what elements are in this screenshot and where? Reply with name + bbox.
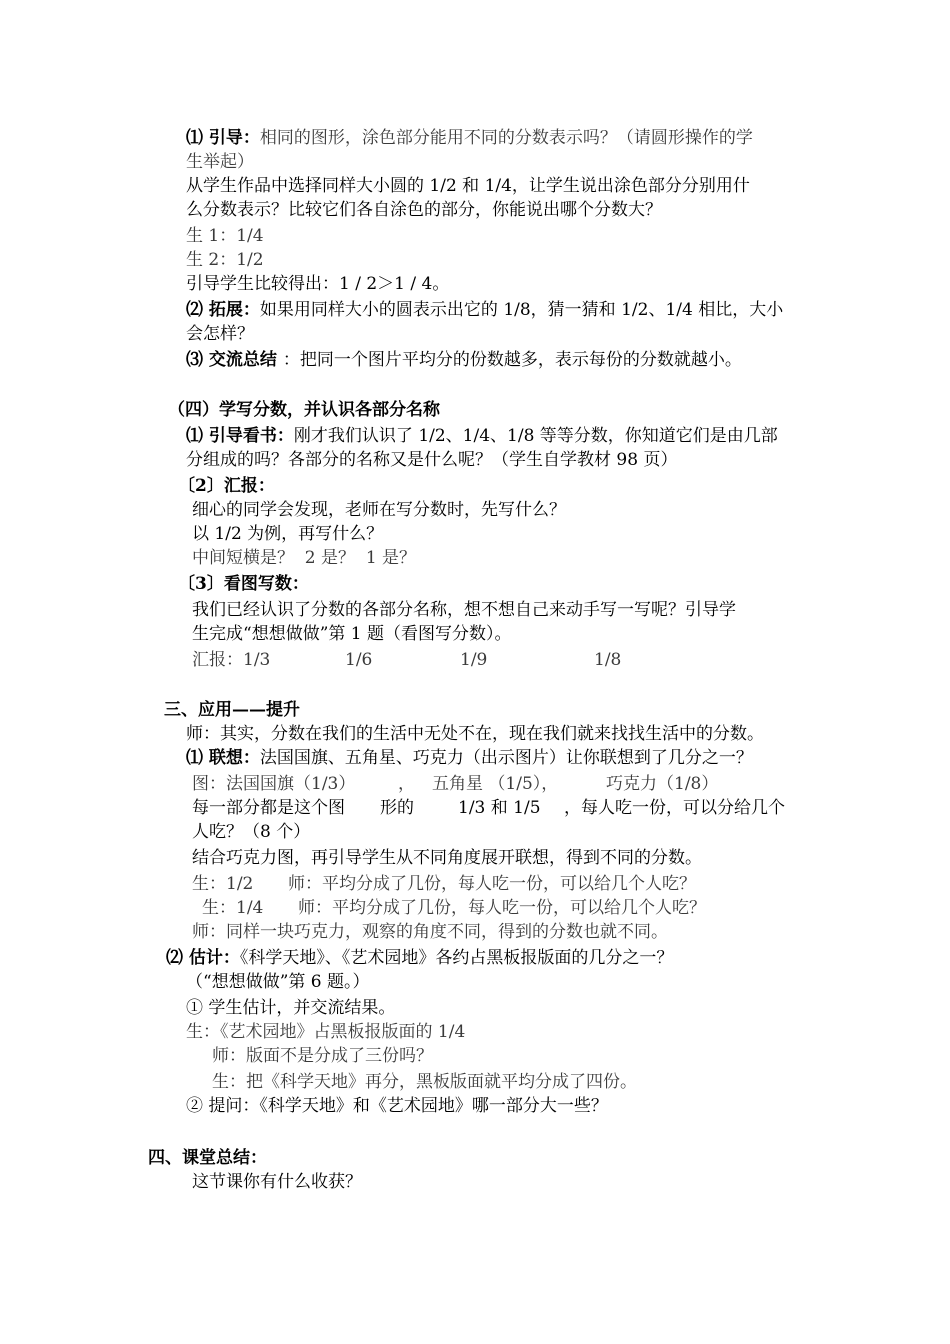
- report-fraction: 1/9: [460, 650, 488, 670]
- estimate-label: ⑵ 估计：: [166, 948, 240, 968]
- paragraph-line: 细心的同学会发现，老师在写分数时，先写什么？: [192, 500, 566, 520]
- read-book-label: ⑴ 引导看书：: [186, 426, 294, 446]
- guide-text: 相同的图形，涂色部分能用不同的分数表示吗？（请圆形操作的学: [259, 128, 753, 148]
- guide-label: ⑴ 引导：: [186, 128, 260, 148]
- paragraph-line: ② 提问：《科学天地》和《艺术园地》哪一部分大一些？: [186, 1096, 608, 1116]
- student-answer: 生 1：1/4: [186, 226, 264, 246]
- student-answer: 生 2：1/2: [186, 250, 264, 270]
- paragraph-line: 么分数表示？比较它们各自涂色的部分，你能说出哪个分数大？: [186, 200, 662, 220]
- subheading-write: 〔3〕看图写数：: [178, 574, 309, 594]
- dialog-line: 师：平均分成了几份，每人吃一份，可以给几个人吃？: [288, 874, 696, 894]
- paragraph-line: （“想想做做”第 6 题。）: [186, 972, 370, 992]
- report-fraction: 汇报：1/3: [192, 650, 271, 670]
- paragraph-line: 每一部分都是这个图: [192, 798, 345, 818]
- dialog-line: 生：把《科学天地》再分，黑板版面就平均分成了四份。: [212, 1072, 637, 1092]
- associate-label: ⑴ 联想：: [186, 748, 260, 768]
- read-book-text: 刚才我们认识了 1/2、1/4、1/8 等等分数，你知道它们是由几部: [293, 426, 778, 446]
- paragraph-line: 生完成“想想做做”第 1 题（看图写分数）。: [192, 624, 512, 644]
- dialog-line: 生：《艺术园地》占黑板报版面的 1/4: [186, 1022, 466, 1042]
- extend-label: ⑵ 拓展：: [186, 300, 260, 320]
- line-extend: [186, 298, 783, 322]
- paragraph-line: 我们已经认识了分数的各部分名称，想不想自己来动手写一写呢？引导学: [192, 600, 736, 620]
- picture-list: 五角星 （1/5），: [432, 774, 559, 794]
- paragraph-line: 师：其实，分数在我们的生活中无处不在，现在我们就来找找生活中的分数。: [186, 724, 764, 744]
- report-fraction: 1/6: [345, 650, 373, 670]
- picture-list: 巧克力（1/8）: [606, 774, 719, 794]
- dialog-line: 生：1/4: [202, 898, 264, 918]
- dialog-line: 师：同样一块巧克力，观察的角度不同，得到的分数也就不同。: [192, 922, 668, 942]
- line-read-book: [186, 424, 778, 448]
- paragraph-line: ① 学生估计，并交流结果。: [186, 998, 396, 1018]
- paragraph-line: 分组成的吗？各部分的名称又是什么呢？（学生自学教材 98 页）: [186, 450, 678, 470]
- paragraph-line: 以 1/2 为例，再写什么？: [192, 524, 384, 544]
- line-associate: [186, 746, 753, 770]
- associate-text: 法国国旗、五角星、巧克力（出示图片）让你联想到了几分之一？: [259, 748, 753, 768]
- extend-text: 如果用同样大小的圆表示出它的 1/8，猜一猜和 1/2、1/4 相比，大小: [259, 300, 784, 320]
- paragraph-line: 人吃？（8 个）: [192, 822, 311, 842]
- section-heading: 三、应用——提升: [164, 700, 300, 720]
- paragraph-line: 结合巧克力图，再引导学生从不同角度展开联想，得到不同的分数。: [192, 848, 702, 868]
- paragraph-line: 形的: [380, 798, 414, 818]
- estimate-text: 《科学天地》、《艺术园地》各约占黑板报版面的几分之一？: [239, 948, 674, 968]
- paragraph-line: 1/3 和 1/5: [458, 798, 541, 818]
- line-estimate: [166, 946, 673, 970]
- section-heading: （四）学写分数，并认识各部分名称: [168, 400, 440, 420]
- picture-list: ，: [398, 774, 415, 794]
- paragraph-line: 引导学生比较得出：1 / 2＞1 / 4。: [186, 274, 450, 294]
- paragraph-line: 从学生作品中选择同样大小圆的 1/2 和 1/4，让学生说出涂色部分分别用什: [186, 176, 750, 196]
- report-fraction: 1/8: [594, 650, 622, 670]
- section-heading: 四、课堂总结：: [148, 1148, 267, 1168]
- paragraph-line: 中间短横是？ 2 是？ 1 是？: [192, 548, 417, 568]
- summary-label: ⑶ 交流总结: [186, 350, 283, 370]
- subheading-report: 〔2〕汇报：: [178, 476, 275, 496]
- line-guide: [186, 126, 753, 150]
- picture-list: 图：法国国旗（1/3）: [192, 774, 356, 794]
- paragraph-line: 生举起）: [186, 152, 254, 172]
- dialog-line: 师：平均分成了几份，每人吃一份，可以给几个人吃？: [298, 898, 706, 918]
- dialog-line: 生：1/2: [192, 874, 254, 894]
- summary-text: ：把同一个图片平均分的份数越多，表示每份的分数就越小。: [282, 350, 742, 370]
- paragraph-line: ，每人吃一份，可以分给几个: [564, 798, 785, 818]
- line-summary: [186, 348, 742, 372]
- paragraph-line: 这节课你有什么收获？: [192, 1172, 362, 1192]
- dialog-line: 师：版面不是分成了三份吗？: [212, 1046, 433, 1066]
- paragraph-line: 会怎样？: [186, 324, 254, 344]
